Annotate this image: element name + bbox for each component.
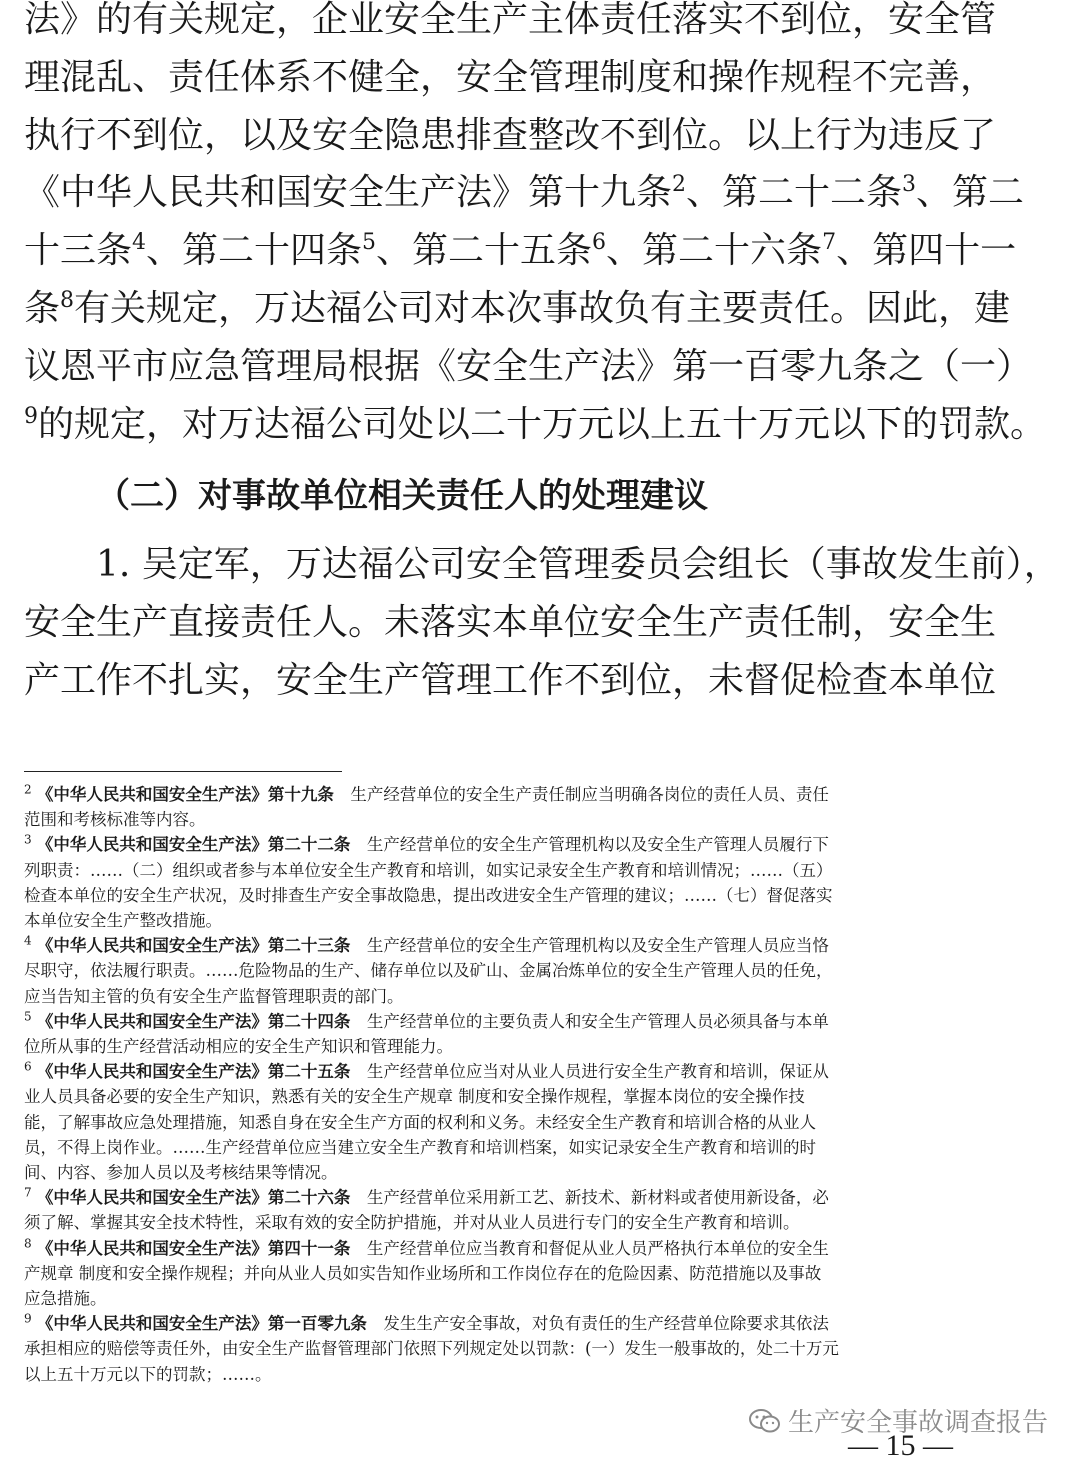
body-text: 、第二十二条 xyxy=(686,172,903,213)
footnote-text: 发生生产安全事故，对负有责任的生产经营单位除要求其依法 xyxy=(366,1314,829,1334)
footnote-line xyxy=(24,1313,829,1335)
section-heading: （二）对事故单位相关责任人的处理建议 xyxy=(96,476,708,516)
footnote-line xyxy=(24,885,833,907)
footnote-line xyxy=(24,860,833,882)
footnote-law-title: 《中华人民共和国安全生产法》第一百零九条 xyxy=(36,1314,367,1334)
footnote-text: 间、内容、参加人员以及考核结果等情况。 xyxy=(24,1163,338,1182)
footnote-number: 2 xyxy=(24,782,32,797)
footnote-ref: 8 xyxy=(60,288,75,313)
footnote-text: 范围和考核标准等内容。 xyxy=(24,810,206,830)
footnote-text: 生产经营单位的安全生产责任制应当明确各岗位的责任人员、责任 xyxy=(333,785,829,804)
footnote-line xyxy=(24,1187,829,1209)
footnote-number: 8 xyxy=(24,1236,32,1251)
footnote-line xyxy=(24,910,222,932)
footnote-line xyxy=(24,1086,805,1108)
body-line: 产工作不扎实，安全生产管理工作不到位，未督促检查本单位 xyxy=(24,660,997,701)
footnote-line xyxy=(24,935,829,957)
body-text: 法》的有关规定，企业安全生产主体责任落实不到位，安全管 xyxy=(24,0,997,40)
footnote-text: 须了解、掌握其安全技术特性，采取有效的安全防护措施，并对从业人员进行专门的安全生产教育和培训。 xyxy=(24,1213,800,1233)
footnote-line xyxy=(24,1238,829,1260)
footnote-text: 列职责：……（二）组织或者参与本单位安全生产教育和培训，如实记录安全生产教育和培训情况；……（五） xyxy=(24,860,833,880)
body-text: 十三条 xyxy=(24,230,133,271)
footnote-text: 生产经营单位采用新工艺、新技术、新材料或者使用新设备，必 xyxy=(350,1188,829,1208)
footnote-text: 员，不得上岗作业。……生产经营单位应当建立安全生产教育和培训档案，如实记录安全生产教育和培训的时 xyxy=(24,1137,816,1157)
footnote-ref: 9 xyxy=(24,404,38,429)
footnote-line xyxy=(24,986,404,1008)
footnote-ref: 7 xyxy=(822,230,837,255)
footnote-line xyxy=(24,1288,107,1310)
footnote-line xyxy=(24,1137,816,1159)
body-text: 理混乱、责任体系不健全，安全管理制度和操作规程不完善， xyxy=(24,57,997,98)
body-line xyxy=(24,347,1032,387)
footnote-text: 业人员具备必要的安全生产知识，熟悉有关的安全生产规章 制度和安全操作规程，掌握本岗位的安全操作技 xyxy=(24,1087,805,1107)
page-number: — 15 — xyxy=(848,1429,953,1462)
footnote-ref: 6 xyxy=(592,230,607,255)
body-line: 1. 吴定军，万达福公司安全管理委员会组长（事故发生前）， xyxy=(96,544,1060,585)
footnote-line xyxy=(24,1212,800,1234)
body-line xyxy=(24,173,1024,213)
body-text: 条 xyxy=(24,288,61,329)
footnote-text: 本单位安全生产整改措施。 xyxy=(24,911,222,930)
footnote-number: 3 xyxy=(24,832,32,847)
body-line xyxy=(24,231,1016,271)
footnote-line xyxy=(24,834,829,856)
footnote-number: 9 xyxy=(24,1311,32,1326)
footnote-line xyxy=(24,1162,338,1184)
watermark-text: 生产安全事故调查报告 xyxy=(788,1408,1049,1438)
body-line xyxy=(24,289,1010,329)
body-text: 、第四十一 xyxy=(836,230,1017,271)
footnote-line xyxy=(24,1364,272,1386)
body-text: 议恩平市应急管理局根据《安全生产法》第一百零九条之（一） xyxy=(24,346,1033,387)
body-text: 、第二 xyxy=(916,172,1025,213)
footnote-law-title: 《中华人民共和国安全生产法》第二十三条 xyxy=(36,936,351,956)
footnote-text: 应当告知主管的负有安全生产监督管理职责的部门。 xyxy=(24,986,404,1006)
footnote-text: 检查本单位的安全生产状况，及时排查生产安全事故隐患，提出改进安全生产管理的建议；……（七）督促落实 xyxy=(24,885,833,905)
footnote-line xyxy=(24,1036,453,1058)
footnote-ref: 2 xyxy=(672,172,687,197)
body-text: 的规定，对万达福公司处以二十万元以上五十万元以下的罚款。 xyxy=(38,404,1047,445)
footnote-ref: 3 xyxy=(902,172,917,197)
footnote-law-title: 《中华人民共和国安全生产法》第二十六条 xyxy=(36,1188,351,1208)
wechat-icon xyxy=(748,1407,782,1435)
footnote-text: 生产经营单位应当对从业人员进行安全生产教育和培训，保证从 xyxy=(350,1062,829,1082)
body-text: 有关规定，万达福公司对本次事故负有主要责任。因此，建 xyxy=(74,288,1011,329)
body-text: 、第二十五条 xyxy=(376,230,593,271)
footnote-law-title: 《中华人民共和国安全生产法》第四十一条 xyxy=(36,1238,351,1258)
body-line: 安全生产直接责任人。未落实本单位安全生产责任制，安全生 xyxy=(24,602,997,643)
body-text: 《中华人民共和国安全生产法》第十九条 xyxy=(24,172,673,213)
footnote-line xyxy=(24,1061,829,1083)
footnote-text: 位所从事的生产经营活动相应的安全生产知识和管理能力。 xyxy=(24,1037,453,1056)
footnote-text: 产规章 制度和安全操作规程；并向从业人员如实告知作业场所和工作岗位存在的危险因素、防范措施以及事故 xyxy=(24,1263,822,1283)
footnote-number: 6 xyxy=(24,1059,32,1074)
footnote-law-title: 《中华人民共和国安全生产法》第十九条 xyxy=(36,785,334,804)
footnote-ref: 4 xyxy=(132,230,147,255)
footnote-text: 能，了解事故应急处理措施，知悉自身在安全生产方面的权利和义务。未经安全生产教育和培训合格的从业人 xyxy=(24,1112,816,1132)
body-text: 、第二十六条 xyxy=(606,230,823,271)
footnote-line xyxy=(24,784,829,806)
footnote-number: 4 xyxy=(24,933,32,948)
footnote-text: 尽职守，依法履行职责。……危险物品的生产、储存单位以及矿山、金属冶炼单位的安全生产管理人员的任免， xyxy=(24,961,833,981)
footnote-law-title: 《中华人民共和国安全生产法》第二十四条 xyxy=(36,1011,351,1031)
footnote-text: 以上五十万元以下的罚款；……。 xyxy=(24,1364,272,1384)
footnote-text: 生产经营单位的主要负责人和安全生产管理人员必须具备与本单 xyxy=(350,1011,829,1031)
footnote-number: 5 xyxy=(24,1009,32,1024)
footnote-text: 生产经营单位应当教育和督促从业人员严格执行本单位的安全生 xyxy=(350,1238,829,1258)
footnote-law-title: 《中华人民共和国安全生产法》第二十二条 xyxy=(36,835,351,855)
footnote-number: 7 xyxy=(24,1185,32,1200)
footnote-separator xyxy=(24,771,342,772)
footnote-text: 承担相应的赔偿等责任外，由安全生产监督管理部门依照下列规定处以罚款：(一）发生一般事故的，处二十万元 xyxy=(24,1339,839,1359)
body-text: 执行不到位，以及安全隐患排查整改不到位。以上行为违反了 xyxy=(24,115,997,156)
footnote-line xyxy=(24,1263,821,1285)
body-line xyxy=(24,0,996,40)
footnote-line xyxy=(24,809,206,831)
body-line xyxy=(24,405,1046,445)
body-line xyxy=(24,58,996,98)
footnote-line xyxy=(24,1112,816,1134)
footnote-line xyxy=(24,1011,829,1033)
body-line xyxy=(24,116,996,156)
footnote-law-title: 《中华人民共和国安全生产法》第二十五条 xyxy=(36,1062,351,1082)
footnote-text: 应急措施。 xyxy=(24,1289,107,1308)
footnote-text: 生产经营单位的安全生产管理机构以及安全生产管理人员履行下 xyxy=(350,835,829,855)
footnote-ref: 5 xyxy=(362,230,377,255)
footnote-line xyxy=(24,960,833,982)
body-text: 、第二十四条 xyxy=(146,230,363,271)
footnote-line xyxy=(24,1338,839,1360)
footnote-text: 生产经营单位的安全生产管理机构以及安全生产管理人员应当恪 xyxy=(350,936,829,956)
